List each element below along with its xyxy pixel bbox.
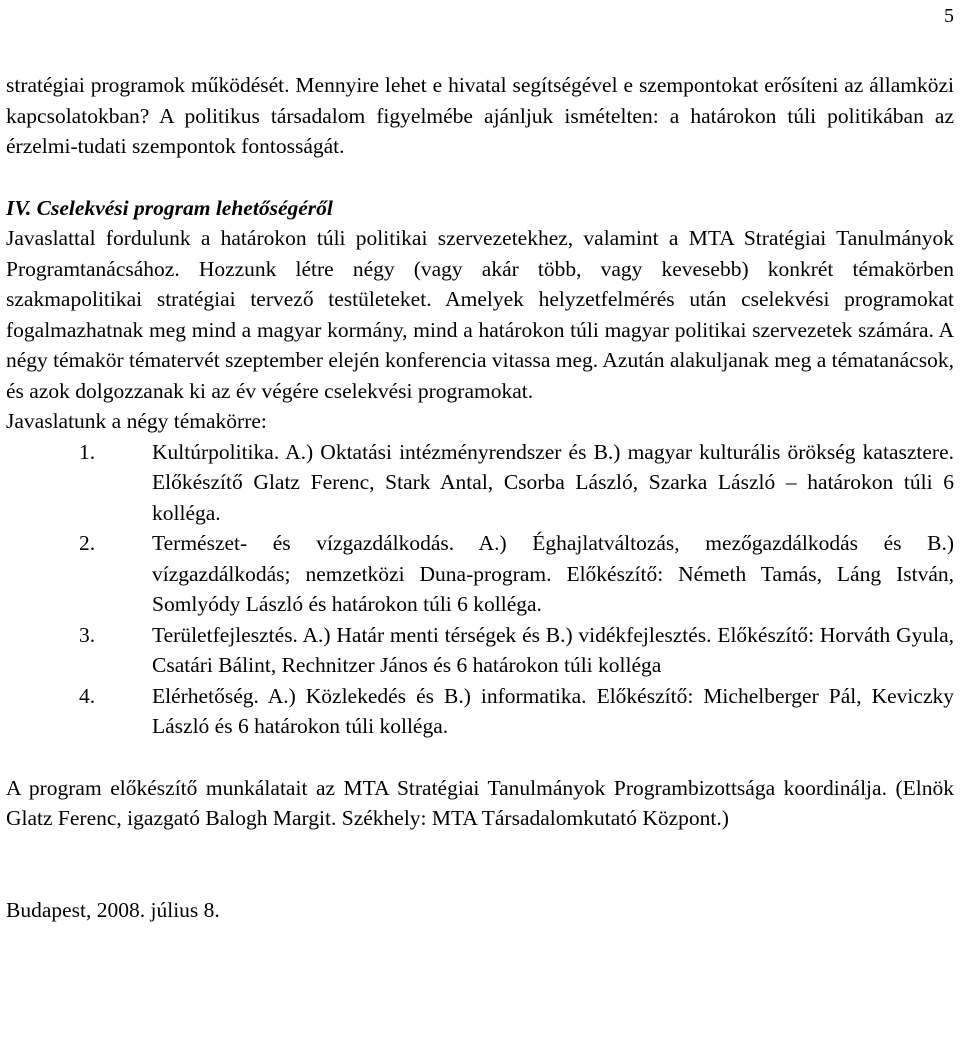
date-line: Budapest, 2008. július 8. — [6, 897, 220, 922]
list-item-text: Kultúrpolitika. A.) Oktatási intézményrendszer és B.) magyar kulturális örökség katasztere. Előkészítő Glatz Ferenc, Stark Antal, Csorba László, Szarka László – határokon túli 6 kolléga. — [152, 439, 954, 525]
document-body — [6, 70, 954, 925]
intro-paragraph: stratégiai programok működését. Mennyire lehet e hivatal segítségével e szempontokat erősíteni az államközi kapcsolatokban? A politikus társadalom figyelmébe ajánljuk ismételten: a határokon túli politikában az érzelmi-tudati szempontok fontosságát. — [6, 73, 954, 158]
list-item-number: 1. — [79, 439, 96, 464]
list-item-text: Természet- és vízgazdálkodás. A.) Éghajlatváltozás, mezőgazdálkodás és B.) vízgazdálkodás; nemzetközi Duna-program. Előkészítő: Németh Tamás, Láng István, Somlyódy László és határokon túli 6 kolléga. — [152, 531, 954, 616]
list-item-number: 3. — [79, 622, 96, 647]
topics-list-intro: Javaslatunk a négy témakörre: — [6, 409, 267, 433]
list-item-text: Területfejlesztés. A.) Határ menti térségek és B.) vidékfejlesztés. Előkészítő: Horváth Gyula, Csatári Bálint, Rechnitzer János és 6 határokon túli kolléga — [152, 622, 954, 677]
list-item — [6, 620, 954, 681]
page-number: 5 — [944, 5, 954, 27]
list-item — [6, 437, 954, 529]
list-item-number: 2. — [79, 531, 96, 555]
list-item-number: 4. — [79, 683, 96, 708]
closing-paragraph: A program előkészítő munkálatait az MTA Stratégiai Tanulmányok Programbizottsága koordinálja. (Elnök Glatz Ferenc, igazgató Balogh Margit. Székhely: MTA Társadalomkutató Központ.) — [6, 775, 954, 830]
list-item — [6, 681, 954, 742]
topics-list — [6, 437, 954, 742]
section-body-paragraph: Javaslattal fordulunk a határokon túli politikai szervezetekhez, valamint a MTA Stratégiai Tanulmányok Programtanácsához. Hozzunk létre négy (vagy akár több, vagy kevesebb) konkrét témakörben szakmapolitikai stratégiai tervező testületeket. Amelyek helyzetfelmérés után cselekvési programokat fogalmazhatnak meg mind a magyar kormány, mind a határokon túli magyar politikai szervezetek számára. A négy témakör tématervét szeptember elején konferencia vitassa meg. Azután alakuljanak meg a tématanácsok, és azok dolgozzanak ki az év végére cselekvési programokat. — [6, 226, 954, 403]
list-item — [6, 528, 954, 620]
list-item-text: Elérhetőség. A.) Közlekedés és B.) informatika. Előkészítő: Michelberger Pál, Keviczky László és 6 határokon túli kolléga. — [152, 683, 954, 738]
section-spacer — [6, 742, 954, 773]
section-heading: IV. Cselekvési program lehetőségéről — [6, 195, 333, 220]
